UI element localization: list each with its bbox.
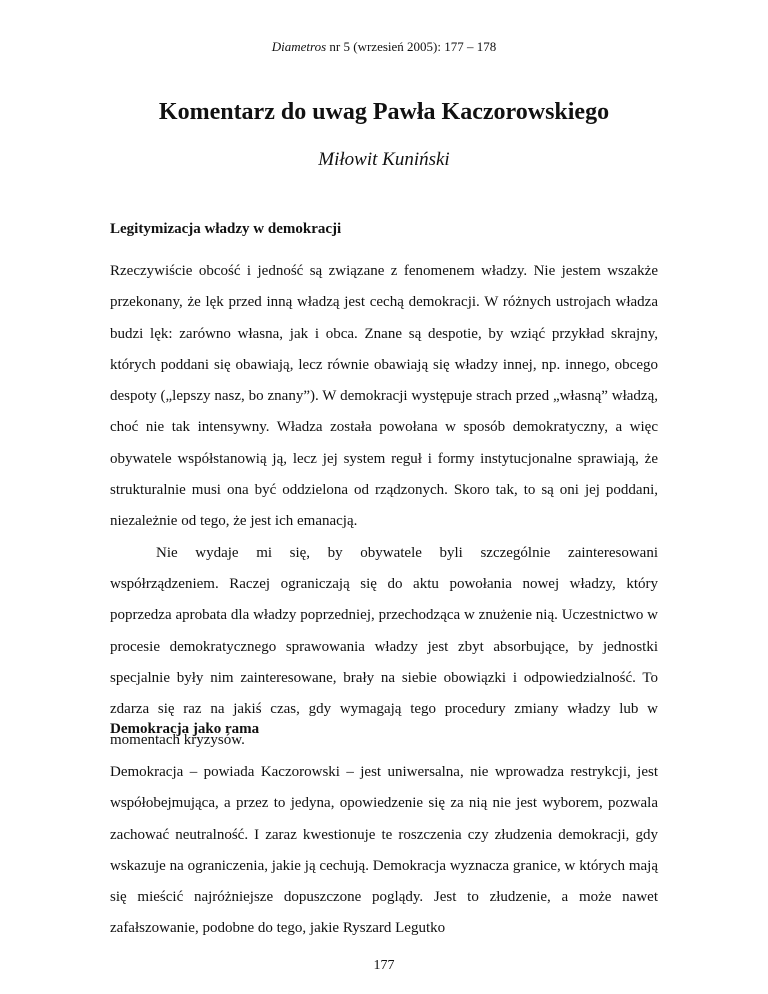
section-2: [110, 719, 658, 739]
section-heading: Demokracja jako rama: [110, 721, 260, 737]
section-1: [110, 219, 658, 239]
paragraph: Demokracja – powiada Kaczorowski – jest uniwersalna, nie wprowadza restrykcji, jest współobejmująca, a przez to jedyna, opowiedzenie się za nią nie jest wyborem, pozwala zachować neutralność. I zaraz kwestionuje te roszczenia czy złudzenia demokracji, gdy wskazuje na ograniczenia, jakie ją cechują. Demokracja wyznacza granice, w których mają się mieścić najróżniejsze dopuszczone poglądy. Jest to złudzenie, a może nawet zafałszowanie, podobne do tego, jakie Ryszard Legutko: [110, 764, 658, 937]
page-number: 177: [373, 958, 395, 973]
section-2-body: [110, 757, 658, 945]
section-1-body: [110, 256, 658, 757]
journal-citation: nr 5 (wrzesień 2005): 177 – 178: [329, 39, 497, 54]
journal-name: Diametros: [271, 39, 327, 54]
paragraph: Nie wydaje mi się, by obywatele byli szczególnie zainteresowani współrządzeniem. Raczej ograniczają się do aktu powołania nowej władzy, który poprzedza aprobata dla władzy poprzedniej, przechodząca w znużenie nią. Uczestnictwo w procesie demokratycznego sprawowania władzy jest zbyt absorbujące, by jednostki specjalnie były nim zainteresowane, brały na siebie obowiązki i odpowiedzialność. To zdarza się raz na jakiś czas, gdy wymagają tego procedury zmiany władzy lub w momentach kryzysów.: [110, 544, 658, 749]
article-author: Miłowit Kuniński: [318, 149, 450, 170]
paragraph: Rzeczywiście obcość i jedność są związane z fenomenem władzy. Nie jestem wszakże przekonany, że lęk przed inną władzą jest cechą demokracji. W różnych ustrojach władza budzi lęk: zarówno własna, jak i obca. Znane są despotie, by wziąć przykład skrajny, których poddani się obawiają, lecz równie obawiają się władzy innej, np. innego, obcego despoty („lepszy nasz, bo znany”). W demokracji występuje strach przed „własną” władzą, choć nie tak intensywny. Władza została powołana w sposób demokratyczny, a więc obywatele współstanowią ją, lecz jej system reguł i formy instytucjonalne sprawiają, że strukturalnie musi ona być oddzielona od rządzonych. Skoro tak, to są oni jej poddani, niezależnie od tego, że jest ich emanacją.: [110, 263, 658, 530]
article-title: Komentarz do uwag Pawła Kaczorowskiego: [158, 99, 610, 125]
running-header: [0, 39, 768, 55]
section-heading: Legitymizacja władzy w demokracji: [110, 221, 342, 237]
